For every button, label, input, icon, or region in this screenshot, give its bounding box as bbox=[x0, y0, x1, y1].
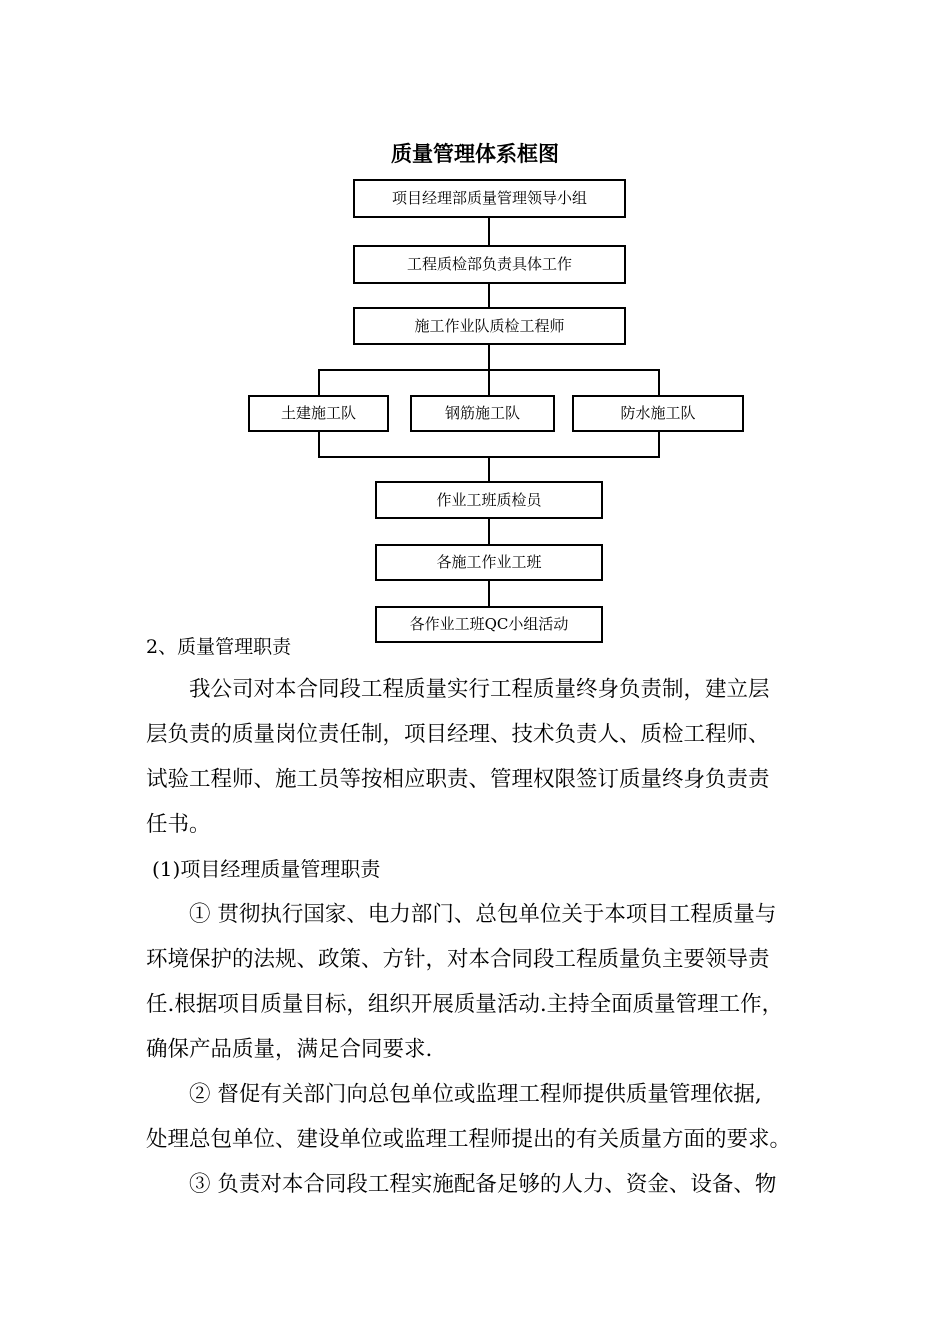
paragraph-line: 确保产品质量，满足合同要求. bbox=[146, 1037, 433, 1062]
branch-top-mid-drop bbox=[488, 369, 490, 396]
chart-box-rebar-team: 钢筋施工队 bbox=[410, 395, 555, 432]
paragraph-line: 任.根据项目质量目标，组织开展质量活动.主持全面质量管理工作， bbox=[146, 992, 784, 1017]
connector-2-3 bbox=[488, 283, 490, 308]
chart-box-leadership-group: 项目经理部质量管理领导小组 bbox=[353, 179, 626, 218]
chart-box-work-crews: 各施工作业工班 bbox=[375, 544, 603, 581]
paragraph-line: 任书。 bbox=[146, 812, 211, 837]
chart-box-inspector: 作业工班质检员 bbox=[375, 481, 603, 519]
chart-title: 质量管理体系框图 bbox=[391, 142, 559, 166]
branch-top-left-drop bbox=[318, 369, 320, 396]
chart-box-qc-group: 各作业工班QC小组活动 bbox=[375, 606, 603, 643]
sub-heading: (1)项目经理质量管理职责 bbox=[152, 857, 381, 881]
paragraph-line: 处理总包单位、建设单位或监理工程师提出的有关质量方面的要求。 bbox=[146, 1127, 792, 1152]
paragraph-line: ② 督促有关部门向总包单位或监理工程师提供质量管理依据, bbox=[189, 1082, 762, 1107]
branch-bottom-left-rise bbox=[318, 430, 320, 458]
paragraph-line: ① 贯彻执行国家、电力部门、总包单位关于本项目工程质量与 bbox=[189, 902, 777, 927]
section-heading: 2、质量管理职责 bbox=[146, 636, 292, 658]
chart-box-waterproof-team: 防水施工队 bbox=[572, 395, 744, 432]
branch-bottom-right-rise bbox=[658, 430, 660, 458]
paragraph-line: ③ 负责对本合同段工程实施配备足够的人力、资金、设备、物 bbox=[189, 1172, 777, 1197]
chart-box-civil-team: 土建施工队 bbox=[248, 395, 389, 432]
connector-6-7 bbox=[488, 580, 490, 607]
branch-top-right-drop bbox=[658, 369, 660, 396]
chart-box-team-engineer: 施工作业队质检工程师 bbox=[353, 307, 626, 345]
paragraph-line: 环境保护的法规、政策、方针，对本合同段工程质量负主要领导责 bbox=[146, 947, 770, 972]
connector-3-branch bbox=[488, 344, 490, 370]
connector-1-2 bbox=[488, 217, 490, 247]
paragraph-line: 我公司对本合同段工程质量实行工程质量终身负责制，建立层 bbox=[189, 677, 770, 702]
chart-box-quality-dept: 工程质检部负责具体工作 bbox=[353, 245, 626, 284]
paragraph-line: 层负责的质量岗位责任制，项目经理、技术负责人、质检工程师、 bbox=[146, 722, 770, 747]
connector-5-6 bbox=[488, 518, 490, 545]
paragraph-line: 试验工程师、施工员等按相应职责、管理权限签订质量终身负责责 bbox=[146, 767, 770, 792]
connector-branch-5 bbox=[488, 456, 490, 483]
